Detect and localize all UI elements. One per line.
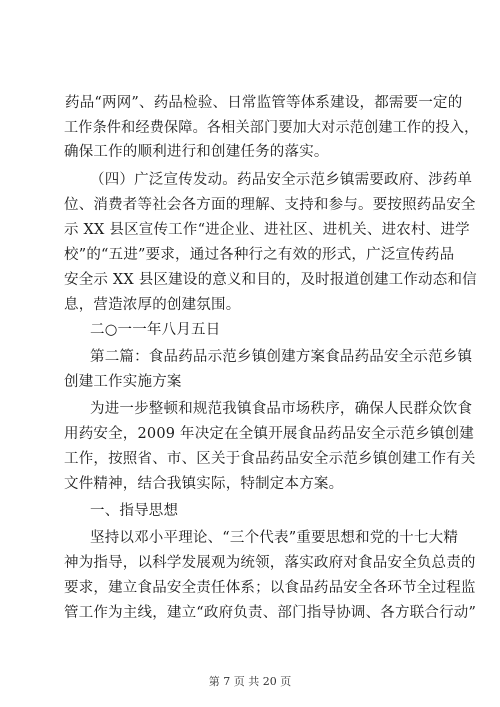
text-line: （四）广泛宣传发动。药品安全示范乡镇需要政府、涉药单 [90, 172, 473, 188]
section-heading: 创建工作实施方案 [64, 374, 182, 390]
section-heading: 第二篇：食品药品示范乡镇创建方案食品药品安全示范乡镇 [90, 349, 473, 365]
text-line: 位、消费者等社会各方面的理解、支持和参与。要按照药品安全 [64, 197, 476, 213]
text-line: 为进一步整顿和规范我镇食品市场秩序，确保人民群众饮食 [90, 401, 473, 417]
text-line: 药品“两网”、药品检验、日常监管等体系建设，都需要一定的 [65, 95, 463, 111]
date-line: 二○一一年八月五日 [90, 322, 221, 338]
text-line: 工作，按照省、市、区关于食品药品安全示范乡镇创建工作有关 [64, 451, 476, 467]
text-line: 管工作为主线，建立“政府负责、部门指导协调、各方联合行动” [64, 605, 477, 621]
text-line: 用药安全，2009 年决定在全镇开展食品药品安全示范乡镇创建 [64, 426, 475, 442]
text-line: 示 XX 县区宣传工作“进企业、进社区、进机关、进农村、进学 [64, 222, 470, 238]
text-line: 校”的“五进”要求，通过各种行之有效的形式，广泛宣传药品 [64, 247, 455, 263]
text-line: 坚持以邓小平理论、“三个代表”重要思想和党的十七大精 [90, 530, 459, 546]
subheading: 一、指导思想 [90, 503, 179, 519]
text-line: 要求，建立食品安全责任体系；以食品药品安全各环节全过程监 [64, 580, 476, 596]
text-line: 安全示 XX 县区建设的意义和目的，及时报道创建工作动态和信 [64, 272, 477, 288]
text-line: 神为指导，以科学发展观为统领，落实政府对食品安全负总责的 [64, 555, 476, 571]
text-line: 确保工作的顺利进行和创建任务的落实。 [64, 144, 329, 160]
text-line: 息，营造浓厚的创建氛围。 [64, 297, 241, 313]
text-line: 工作条件和经费保障。各相关部门要加大对示范创建工作的投入， [64, 120, 479, 136]
text-line: 文件精神，结合我镇实际，特制定本方案。 [64, 476, 344, 492]
page-footer: 第 7 页 共 20 页 [208, 675, 292, 688]
